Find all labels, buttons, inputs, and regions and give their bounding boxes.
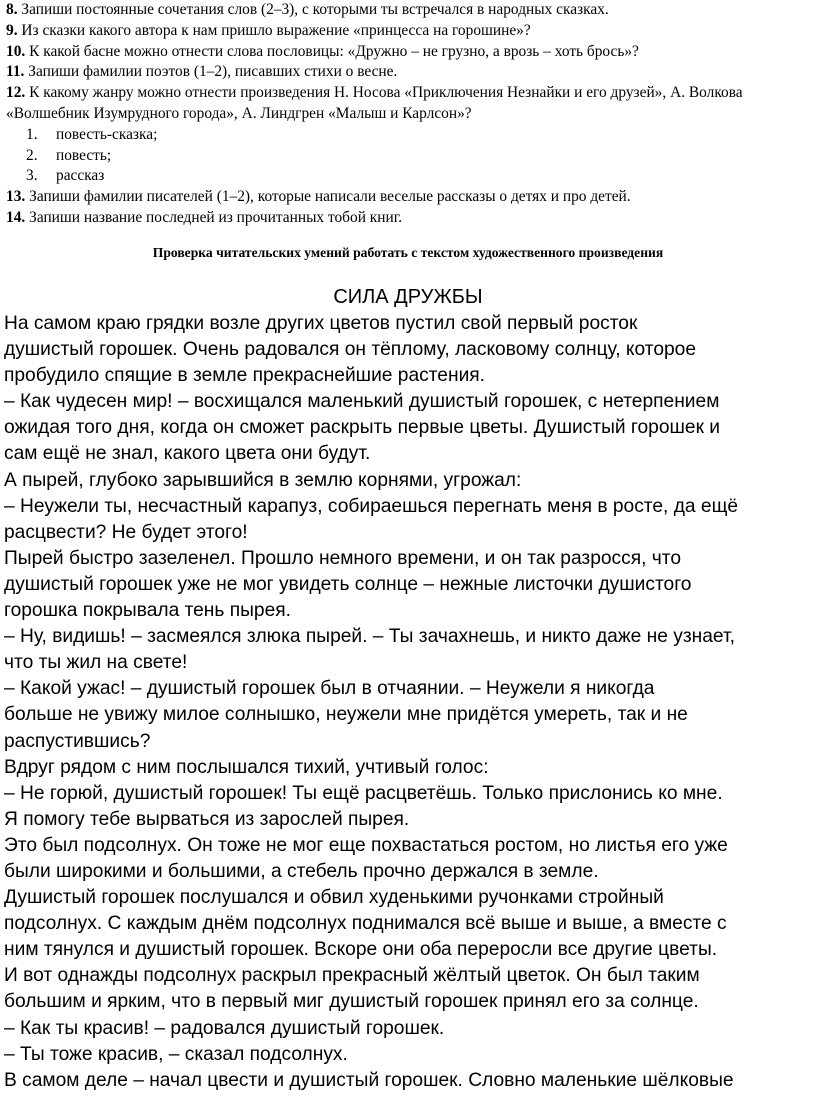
story-line: На самом краю грядки возле других цветов пустил свой первый росток <box>4 313 638 334</box>
answer-options <box>6 125 811 187</box>
story-line: Это был подсолнух. Он тоже не мог еще похвастаться ростом, но листья его уже <box>4 834 728 856</box>
question-9 <box>6 21 811 42</box>
story-line: пробудило спящие в земле прекраснейшие растения. <box>4 365 486 387</box>
story-line: Я помогу тебе вырваться из зарослей пырея. <box>4 808 410 830</box>
story-line: ним тянулся и душистый горошек. Вскоре они оба переросли все другие цветы. <box>4 939 718 961</box>
story-line: И вот однажды подсолнух раскрыл прекрасный жёлтый цветок. Он был таким <box>4 965 700 987</box>
story-line: сам ещё не знал, какого цвета они будут. <box>4 443 371 465</box>
option-number: 3. <box>26 167 38 185</box>
question-list <box>6 0 811 229</box>
option-item <box>6 166 811 187</box>
story-line: – Ну, видишь! – засмеялся злюка пырей. – Ты зачахнешь, и никто даже не узнает, <box>4 626 735 648</box>
story-line: распустившись? <box>4 730 151 752</box>
story-line: – Не горюй, душистый горошек! Ты ещё расцветёшь. Только прислонись ко мне. <box>4 782 723 804</box>
question-14 <box>6 208 811 229</box>
story-line: душистый горошек. Очень радовался он тёплому, ласковому солнцу, которое <box>4 339 697 361</box>
option-item <box>6 125 811 146</box>
story-line: что ты жил на свете! <box>4 652 188 674</box>
story-line: – Как ты красив! – радовался душистый горошек. <box>4 1017 445 1039</box>
story-line: Пырей быстро зазеленел. Прошло немного времени, и он так разросся, что <box>4 547 682 569</box>
story-line: А пырей, глубоко зарывшийся в землю корнями, угрожал: <box>4 469 522 491</box>
story-line: – Какой ужас! – душистый горошек был в отчаянии. – Неужели я никогда <box>4 678 655 700</box>
story-line: подсолнух. С каждым днём подсолнух поднимался всё выше и выше, а вместе с <box>4 913 727 935</box>
story-line: Душистый горошек послушался и обвил худенькими ручонками стройный <box>4 887 664 909</box>
option-number: 2. <box>26 146 38 164</box>
question-number: 8. <box>6 1 18 18</box>
story-title: СИЛА ДРУЖБЫ <box>333 286 483 308</box>
option-item <box>6 146 811 167</box>
question-text: Запиши название последней из прочитанных тобой книг. <box>29 208 403 226</box>
story-line: – Неужели ты, несчастный карапуз, собираешься перегнать меня в росте, да ещё <box>4 495 739 517</box>
option-text: рассказ <box>56 167 105 185</box>
question-text: Запиши фамилии поэтов (1–2), писавших стихи о весне. <box>28 63 398 81</box>
story-line: расцвести? Не будет этого! <box>4 521 248 543</box>
option-text: повесть-сказка; <box>56 125 158 143</box>
story-line: были широкими и большими, а стебель прочно держался в земле. <box>4 860 599 882</box>
story-line: горошка покрывала тень пырея. <box>4 600 291 622</box>
story-line: – Как чудесен мир! – восхищался маленький душистый горошек, с нетерпением <box>4 391 720 413</box>
story-line: – Ты тоже красив, – сказал подсолнух. <box>4 1043 348 1065</box>
question-text: К какому жанру можно отнести произведения Н. Носова «Приключения Незнайки и его друзей», А. Волкова «Волшебник Изумрудного города», А. Линдгрен «Малыш и Карлсон»? <box>6 84 743 122</box>
story-line: большим и ярким, что в первый миг душистый горошек принял его за солнце. <box>4 991 699 1013</box>
question-number: 14. <box>6 208 26 226</box>
question-8 <box>6 0 811 21</box>
question-number: 13. <box>6 188 26 206</box>
question-11 <box>6 62 811 83</box>
question-13 <box>6 187 811 208</box>
option-number: 1. <box>26 125 38 143</box>
question-text: Запиши постоянные сочетания слов (2–3), с которыми ты встречался в народных сказках. <box>21 1 609 18</box>
question-number: 11. <box>6 63 25 81</box>
story-line: ожидая того дня, когда он сможет раскрыть первые цветы. Душистый горошек и <box>4 417 721 439</box>
story-line: больше не увижу милое солнышко, неужели мне придётся умереть, так и не <box>4 704 688 726</box>
question-number: 12. <box>6 84 26 102</box>
question-number: 9. <box>6 21 18 39</box>
question-text: Из сказки какого автора к нам пришло выражение «принцесса на горошине»? <box>21 21 531 39</box>
option-text: повесть; <box>56 146 112 164</box>
question-number: 10. <box>6 42 26 60</box>
story-line: Вдруг рядом с ним послышался тихий, учтивый голос: <box>4 756 489 778</box>
section-heading: Проверка читательских умений работать с текстом художественного произведения <box>152 245 664 260</box>
question-text: К какой басне можно отнести слова пословицы: «Дружно – не грузно, а врозь – хоть брось»? <box>29 42 639 60</box>
question-12 <box>6 83 811 125</box>
story-line: В самом деле – начал цвести и душистый горошек. Словно маленькие шёлковые <box>4 1069 734 1091</box>
story-line: душистый горошек уже не мог увидеть солнце – нежные листочки душистого <box>4 573 692 595</box>
question-text: Запиши фамилии писателей (1–2), которые написали веселые рассказы о детях и про детей. <box>29 188 631 206</box>
story-body <box>4 311 814 1094</box>
question-10 <box>6 42 811 63</box>
